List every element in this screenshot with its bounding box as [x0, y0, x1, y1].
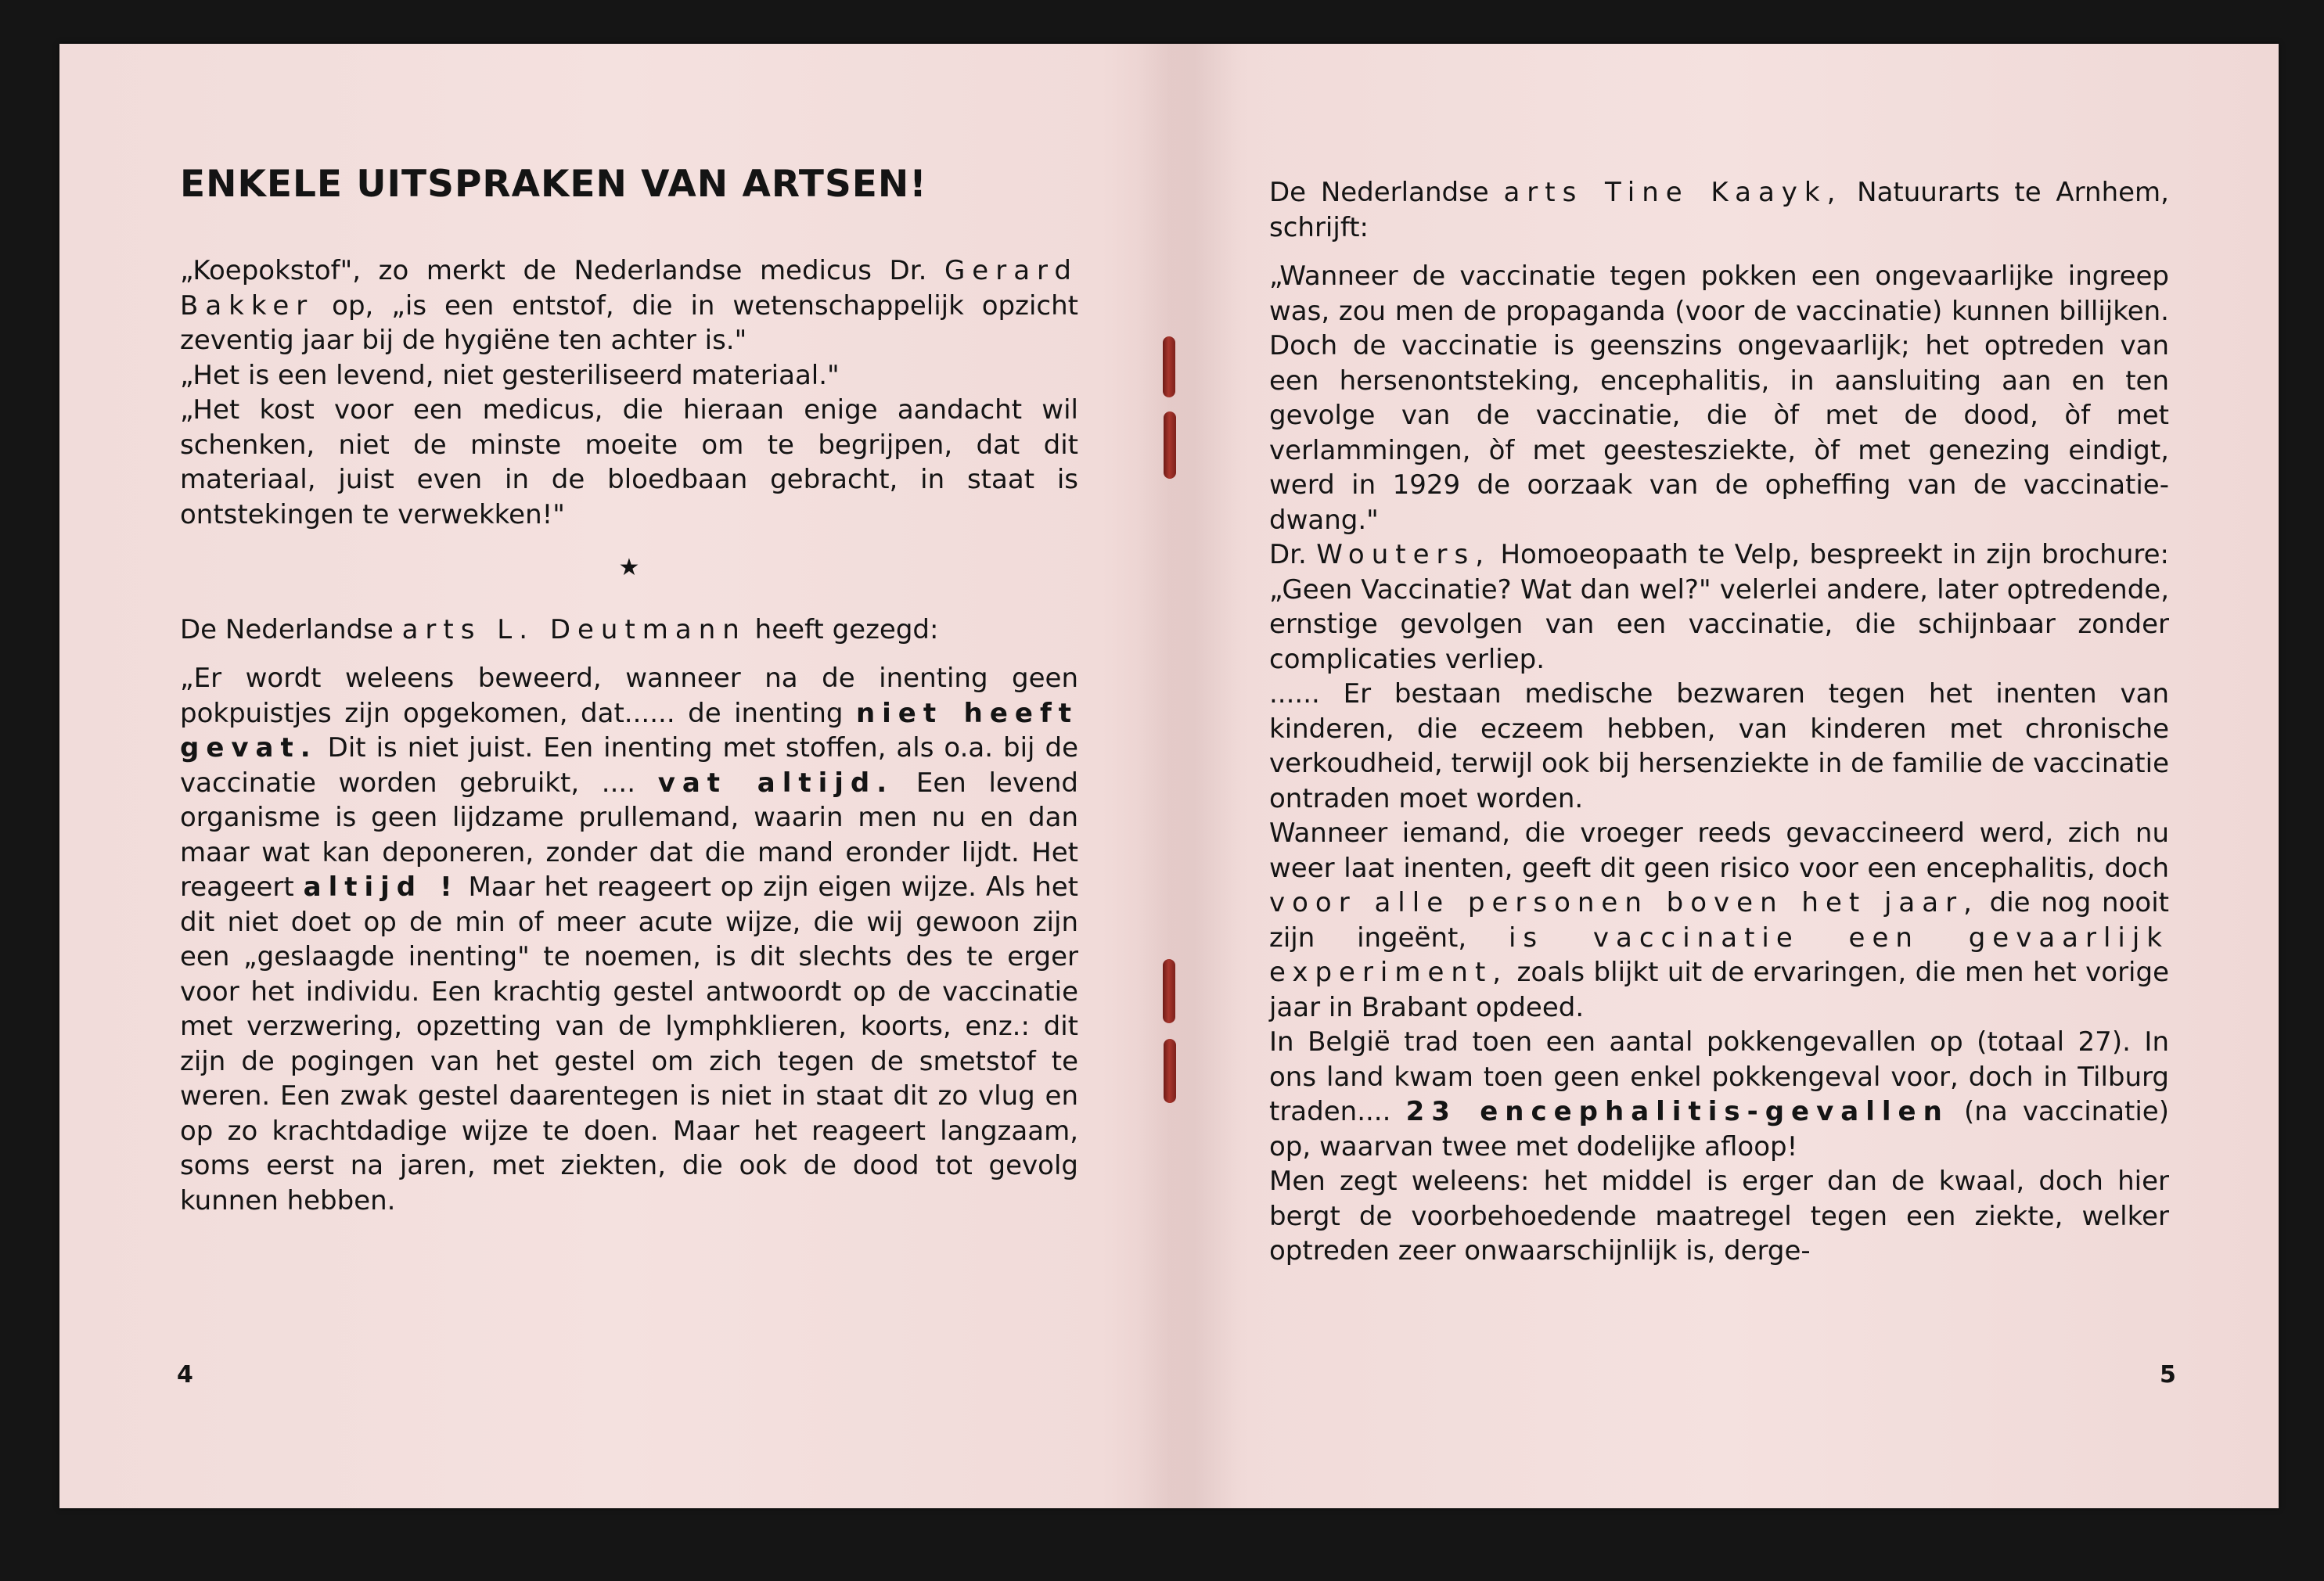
belgium-paragraph: In België trad toen een aantal pokkengevallen op (totaal 27). In ons land kwam toen geen enkel pokkengeval voor, doch in Tilburg traden.... 23 encephalitis-gevallen (na vaccinatie) op, waarvan twee met dodelijke afloop!	[1269, 1026, 2169, 1162]
quote-medicus: „Het kost voor een medicus, die hieraan enige aandacht wil schenken, niet de minste moeite om te begrijpen, dat dit materiaal, juist even in de bloedbaan gebracht, in staat is ontstekingen te verwekken!"	[180, 394, 1078, 530]
star-divider: ★	[618, 554, 640, 581]
intro-kaayk: De Nederlandse arts Tine Kaayk, Natuurarts te Arnhem, schrijft:	[1269, 177, 2169, 243]
left-body-text	[180, 253, 1078, 1218]
left-page	[59, 44, 1169, 1508]
wouters-paragraph: Dr. Wouters, Homoeopaath te Velp, bespreekt in zijn brochure: „Geen Vaccinatie? Wat dan wel?" velerlei andere, later optredende, ernstige gevolgen van een vaccinatie, die schijnbaar zonder complicaties verliep.	[1269, 539, 2169, 675]
name-wouters: Wouters,	[1316, 539, 1491, 570]
quote-kaayk: „Wanneer de vaccinatie tegen pokken een ongevaarlijke ingreep was, zou men de propaganda (voor de vaccinatie) kunnen billijken. Doch de vaccinatie is geenszins ongevaarlijk; het optreden van een hersenontsteking, encephalitis, in aansluiting aan en ten gevolge van de vaccinatie, die òf met de dood, òf met verlammingen, òf met geestesziekte, òf met genezing eindigt, werd in 1929 de oorzaak van de opheffing van de vaccinatie-dwang."	[1269, 261, 2169, 536]
page-number-left: 4	[177, 1361, 193, 1389]
emphasis-niet-heeft-gevat: niet heeft gevat.	[180, 697, 1078, 764]
emphasis-encephalitis-gevallen: 23 encephalitis-gevallen	[1405, 1096, 1949, 1127]
medical-objections: ...... Er bestaan medische bezwaren tegen het inenten van kinderen, die eczeem hebben, van kinderen met chronische verkoudheid, terwijl ook bij hersenziekte in de familie de vaccinatie ontraden moet worden.	[1269, 678, 2169, 814]
emphasis-gevaarlijk-experiment: is vaccinatie een gevaarlijk experiment,	[1269, 922, 2169, 988]
risk-paragraph: Wanneer iemand, die vroeger reeds gevaccineerd werd, zich nu weer laat inenten, geeft dit geen risico voor een encephalitis, doch voor alle personen boven het jaar, die nog nooit zijn ingeënt, is vaccinatie een gevaarlijk experiment, zoals blijkt uit de ervaringen, die men het vorige jaar in Brabant opdeed.	[1269, 817, 2169, 1023]
name-bakker: Gerard Bakker	[180, 255, 1078, 322]
emphasis-vat-altijd: vat altijd.	[657, 767, 894, 799]
name-deutmann: L. Deutmann	[481, 613, 746, 645]
quote-bakker: „Koepokstof", zo merkt de Nederlandse medicus Dr. Gerard Bakker op, „is een entstof, die in wetenschappelijk opzicht zeventig jaar bij de hygiëne ten achter is."	[180, 255, 1078, 356]
page-heading: ENKELE UITSPRAKEN VAN ARTSEN!	[180, 163, 927, 206]
quote-deutmann: „Er wordt weleens beweerd, wanneer na de inenting geen pokpuistjes zijn opgekomen, dat...... de inenting niet heeft gevat. Dit is niet juist. Een inenting met stoffen, als o.a. bij de vaccinatie worden gebruikt, .... vat altijd. Een levend organisme is geen lijdzame prullemand, waarin men nu en dan maar wat kan deponeren, zonder dat die mand eronder lijdt. Het reageert altijd ! Maar het reageert op zijn eigen wijze. Als het dit niet doet op de min of meer acute wijze, die wij gewoon zijn een „geslaagde inenting" te noemen, is dit slechts des te erger voor het individu. Een krachtig gestel antwoordt op de vaccinatie met verzwering, opzetting van de lymphklieren, koorts, enz.: dit zijn de pogingen van het gestel om zich tegen de smetstof te weren. Een zwak gestel daarentegen is niet in staat dit zo vlug en op zo krachtdadige wijze te doen. Maar het reageert langzaam, soms eerst na jaren, met ziekten, die ook de dood tot gevolg kunnen hebben.	[180, 663, 1078, 1216]
name-kaayk: arts Tine Kaayk,	[1503, 177, 1843, 208]
closing-paragraph: Men zegt weleens: het middel is erger dan de kwaal, doch hier bergt de voorbehoedende maatregel tegen een ziekte, welker optreden zeer onwaarschijnlijk is, derge-	[1269, 1166, 2169, 1267]
emphasis-alle-personen: voor alle personen boven het jaar,	[1269, 887, 1979, 918]
booklet-spread	[59, 44, 2279, 1508]
emphasis-altijd: altijd !	[303, 871, 459, 903]
page-number-right: 5	[2160, 1361, 2176, 1389]
right-body-text	[1269, 175, 2169, 1269]
right-page	[1169, 44, 2279, 1508]
quote-material: „Het is een levend, niet gesteriliseerd materiaal."	[180, 359, 840, 391]
intro-deutmann: De Nederlandse arts L. Deutmann heeft gezegd:	[180, 613, 939, 645]
